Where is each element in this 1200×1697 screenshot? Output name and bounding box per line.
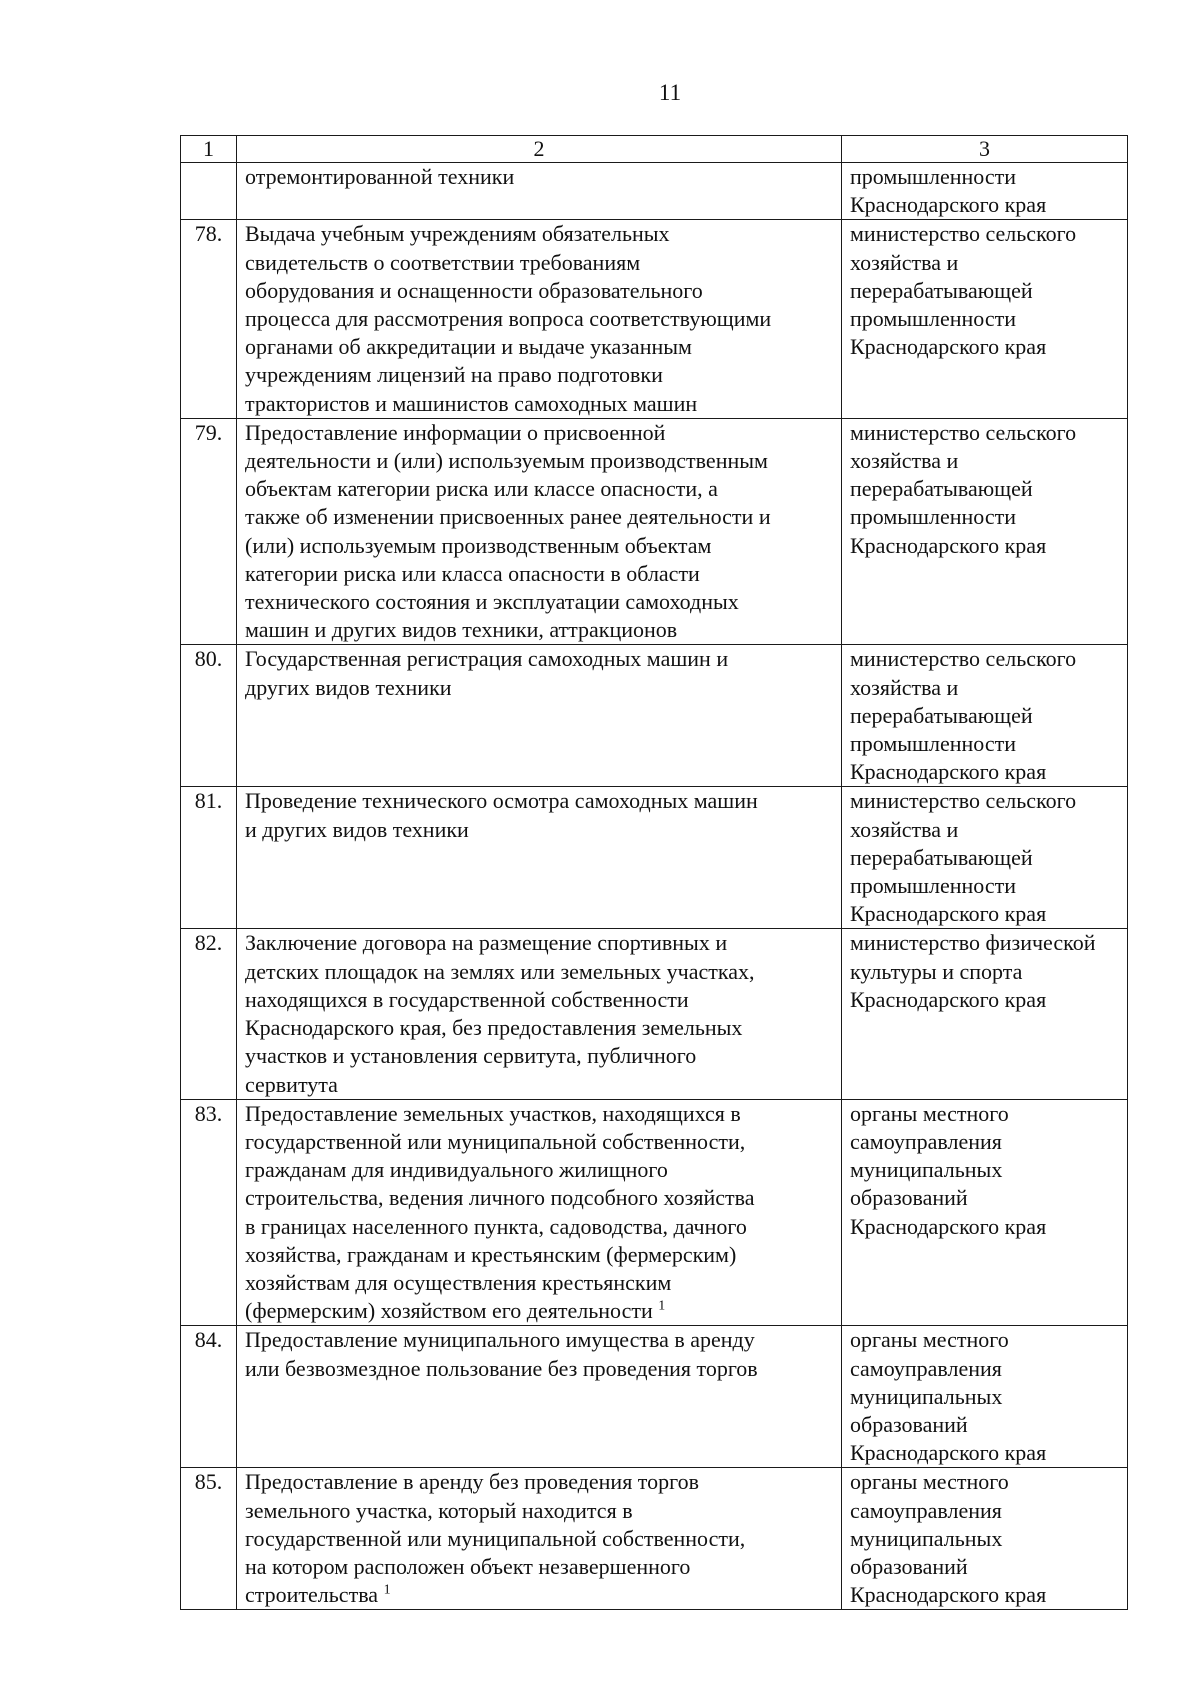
responsible-body-line: перерабатывающей [850,844,1033,870]
description-line [245,1269,833,1297]
service-description [237,1099,842,1326]
description-line [245,532,833,560]
description-text: находящихся в государственной собственности [245,986,689,1012]
description-text: Заключение договора на размещение спортивных и [245,930,728,956]
description-line [245,929,833,957]
description-line [245,1326,833,1354]
description-line [245,616,833,644]
description-line [245,645,833,673]
responsible-body-line: промышленности [850,731,1016,757]
responsible-body-line: министерство сельского [850,788,1077,814]
description-line [245,1297,833,1325]
description-line [245,503,833,531]
description-text: строительства, ведения личного подсобного хозяйства [245,1185,755,1211]
responsible-body-line: самоуправления [850,1497,1002,1523]
responsible-body-line: Краснодарского края [850,1582,1047,1608]
description-line [245,560,833,588]
description-text: Предоставление земельных участков, находящихся в [245,1100,741,1126]
responsible-body [842,1468,1128,1610]
description-text: Выдача учебным учреждениям обязательных [245,221,670,247]
responsible-body-line: образований [850,1411,968,1437]
service-description [237,787,842,929]
description-text: (фермерским) хозяйством его деятельности [245,1298,653,1324]
responsible-body [842,1326,1128,1468]
description-line [245,1128,833,1156]
row-number: 84. [181,1326,237,1468]
table-row [181,220,1128,418]
description-text: Предоставление информации о присвоенной [245,419,666,445]
description-text: (или) используемым производственным объектам [245,532,712,558]
table-row [181,787,1128,929]
description-text: участков и установления сервитута, публичного [245,1043,697,1069]
description-line [245,674,833,702]
responsible-body [842,418,1128,645]
description-text: в границах населенного пункта, садоводства, дачного [245,1213,747,1239]
responsible-body-line: муниципальных [850,1525,1003,1551]
description-line [245,447,833,475]
table-row [181,163,1128,220]
description-line [245,249,833,277]
description-line [245,1468,833,1496]
description-text: Предоставление муниципального имущества в аренду [245,1327,755,1353]
responsible-body-line: образований [850,1185,968,1211]
responsible-body-line: хозяйства и [850,816,959,842]
responsible-body-line: министерство сельского [850,646,1077,672]
responsible-body-line: культуры и спорта [850,958,1023,984]
description-text: процесса для рассмотрения вопроса соответствующими [245,306,772,332]
description-text: машин и других видов техники, аттракционов [245,617,678,643]
row-number: 79. [181,418,237,645]
responsible-body-line: перерабатывающей [850,476,1033,502]
responsible-body-line: Краснодарского края [850,1213,1047,1239]
description-text: свидетельств о соответствии требованиям [245,249,641,275]
description-line [245,1553,833,1581]
responsible-body [842,645,1128,787]
description-text: сервитута [245,1071,338,1097]
responsible-body [842,163,1128,220]
responsible-body-line: органы местного [850,1100,1009,1126]
responsible-body-line: Краснодарского края [850,192,1047,218]
table-row [181,1099,1128,1326]
responsible-body-line: органы местного [850,1327,1009,1353]
header-col-1: 1 [181,136,237,163]
header-col-3: 3 [842,136,1128,163]
description-line [245,958,833,986]
table-row [181,929,1128,1099]
responsible-body-line: муниципальных [850,1157,1003,1183]
description-line [245,986,833,1014]
row-number: 80. [181,645,237,787]
responsible-body-line: промышленности [850,504,1016,530]
responsible-body-line: перерабатывающей [850,277,1033,303]
description-line [245,1213,833,1241]
description-text: органами об аккредитации и выдаче указанным [245,334,692,360]
description-text: объектам категории риска или классе опасности, а [245,476,718,502]
description-text: оборудования и оснащенности образовательного [245,277,703,303]
description-line [245,220,833,248]
description-line [245,1581,833,1609]
description-line [245,1184,833,1212]
service-description [237,163,842,220]
responsible-body-line: Краснодарского края [850,901,1047,927]
description-text: государственной или муниципальной собственности, [245,1525,746,1551]
description-line [245,816,833,844]
description-line [245,1497,833,1525]
row-number: 81. [181,787,237,929]
responsible-body-line: министерство сельского [850,419,1077,445]
row-number [181,163,237,220]
description-text: на котором расположен объект незавершенного [245,1553,691,1579]
description-text: отремонтированной техники [245,164,515,189]
responsible-body [842,220,1128,418]
service-description [237,418,842,645]
description-line [245,277,833,305]
table-row [181,645,1128,787]
responsible-body-line: органы местного [850,1469,1009,1495]
table-header-row [181,136,1128,163]
responsible-body-line: Краснодарского края [850,1440,1047,1466]
description-text: хозяйства, гражданам и крестьянским (фермерским) [245,1241,737,1267]
row-number: 83. [181,1099,237,1326]
description-text: Предоставление в аренду без проведения торгов [245,1469,699,1495]
description-line [245,787,833,815]
row-number: 82. [181,929,237,1099]
footnote-marker: 1 [383,1582,391,1598]
table-row [181,418,1128,645]
description-text: и других видов техники [245,816,469,842]
description-line [245,1355,833,1383]
description-text: Государственная регистрация самоходных машин и [245,646,729,672]
service-description [237,1468,842,1610]
description-line [245,1156,833,1184]
table-row [181,1468,1128,1610]
responsible-body-line: промышленности [850,306,1016,332]
responsible-body-line: муниципальных [850,1383,1003,1409]
description-text: государственной или муниципальной собственности, [245,1128,746,1154]
description-line [245,588,833,616]
description-line [245,1241,833,1269]
description-text: технического состояния и эксплуатации самоходных [245,589,739,615]
description-text: хозяйствам для осуществления крестьянским [245,1269,672,1295]
responsible-body-line: хозяйства и [850,249,959,275]
description-line [245,475,833,503]
description-text: учреждениям лицензий на право подготовки [245,362,663,388]
row-number: 85. [181,1468,237,1610]
responsible-body [842,1099,1128,1326]
header-col-2: 2 [237,136,842,163]
row-number: 78. [181,220,237,418]
responsible-body-line: хозяйства и [850,674,959,700]
responsible-body-line: хозяйства и [850,448,959,474]
responsible-body-line: самоуправления [850,1128,1002,1154]
service-description [237,220,842,418]
description-text: или безвозмездное пользование без проведения торгов [245,1355,758,1381]
responsible-body-line: Краснодарского края [850,986,1047,1012]
description-line [245,419,833,447]
description-text: также об изменении присвоенных ранее деятельности и [245,504,771,530]
description-text: деятельности и (или) используемым производственным [245,448,768,474]
service-description [237,929,842,1099]
table-row [181,1326,1128,1468]
responsible-body-line: самоуправления [850,1355,1002,1381]
responsible-body [842,929,1128,1099]
responsible-body-line: министерство сельского [850,221,1077,247]
description-text: других видов техники [245,674,452,700]
service-description [237,645,842,787]
footnote-marker: 1 [658,1298,666,1314]
description-line [245,333,833,361]
table-body [181,163,1128,1610]
description-text: детских площадок на землях или земельных участках, [245,958,755,984]
description-line [245,163,833,191]
service-description [237,1326,842,1468]
responsible-body-line: промышленности [850,164,1016,189]
responsible-body-line: перерабатывающей [850,702,1033,728]
description-line [245,390,833,418]
responsible-body-line: Краснодарского края [850,759,1047,785]
description-line [245,1071,833,1099]
description-text: категории риска или класса опасности в области [245,560,700,586]
description-text: трактористов и машинистов самоходных машин [245,390,698,416]
responsible-body-line: образований [850,1553,968,1579]
description-line [245,1014,833,1042]
page-number: 11 [658,80,682,105]
description-line [245,1042,833,1070]
description-text: Проведение технического осмотра самоходных машин [245,788,758,814]
description-line [245,361,833,389]
responsible-body-line: промышленности [850,873,1016,899]
description-text: строительства [245,1582,379,1608]
responsible-body-line: Краснодарского края [850,532,1047,558]
responsible-body-line: Краснодарского края [850,334,1047,360]
description-line [245,305,833,333]
responsible-body-line: министерство физической [850,930,1096,956]
description-text: гражданам для индивидуального жилищного [245,1157,668,1183]
services-table [180,135,1128,1610]
description-line [245,1100,833,1128]
description-text: Краснодарского края, без предоставления земельных [245,1015,743,1041]
responsible-body [842,787,1128,929]
description-text: земельного участка, который находится в [245,1497,633,1523]
description-line [245,1525,833,1553]
